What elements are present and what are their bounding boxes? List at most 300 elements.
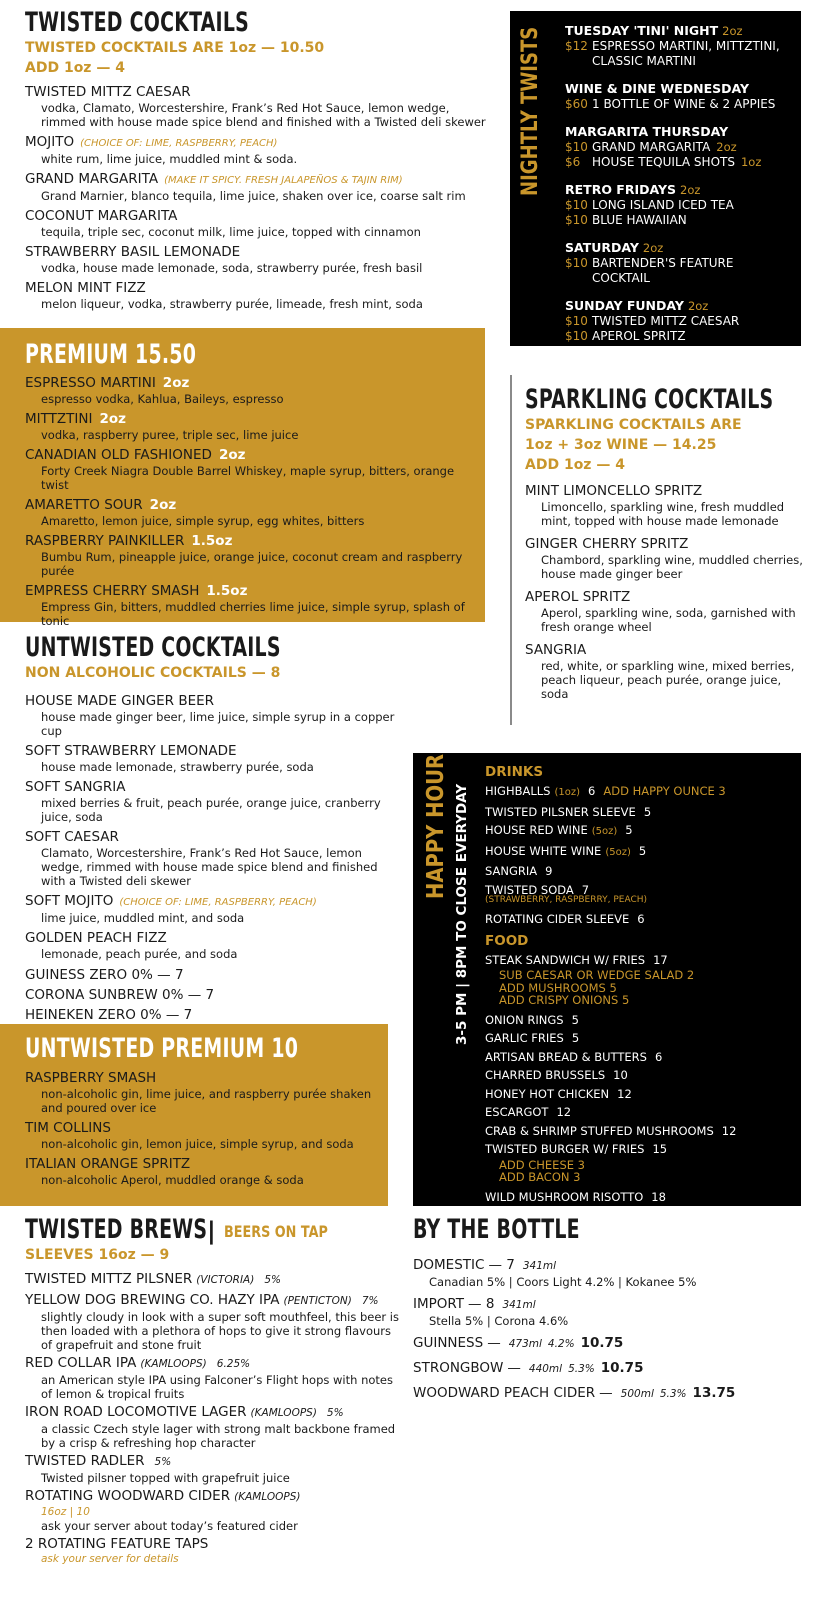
food-price: 10	[613, 1068, 628, 1082]
drink-price: 5	[643, 804, 652, 819]
drink-price: 7	[581, 882, 590, 897]
item-title: SANGRIA	[525, 642, 587, 658]
bottle-row	[413, 1296, 808, 1314]
item-name	[25, 829, 395, 846]
nightly-day	[565, 298, 795, 344]
drink-size: (5oz)	[591, 826, 618, 837]
item-name	[25, 893, 395, 911]
drink-price: 6	[637, 912, 645, 926]
drink-row	[485, 862, 797, 881]
happy-hour-food	[485, 1140, 797, 1184]
food-add-on: ADD BACON 3	[499, 1170, 581, 1184]
nightly-offer-name: APEROL SPRITZ	[592, 329, 686, 343]
nightly-offer-price: $12	[565, 39, 588, 53]
item-name	[25, 533, 485, 550]
nightly-day-pour: 2oz	[687, 299, 709, 313]
food-name: ONION RINGS	[485, 1012, 564, 1027]
food-price: 12	[556, 1105, 572, 1119]
drink-row	[485, 910, 797, 929]
happy-hour-food	[485, 1188, 797, 1207]
menu-item	[25, 1488, 405, 1533]
item-title: ITALIAN ORANGE SPRITZ	[25, 1156, 191, 1172]
menu-item	[25, 743, 395, 774]
item-description: ask your server about today’s featured cider	[41, 1519, 298, 1533]
menu-item	[25, 244, 495, 275]
nightly-day-pour: 2oz	[680, 183, 701, 197]
item-name	[25, 411, 485, 428]
by-the-bottle-section	[413, 1215, 808, 1410]
food-add-on: ADD CRISPY ONIONS 5	[499, 993, 630, 1007]
sparkling-list	[525, 483, 805, 701]
drink-row	[485, 803, 797, 822]
nightly-offer	[565, 329, 795, 344]
untwisted-premium-list	[25, 1070, 388, 1187]
zero-alcohol-item: CORONA SUNBREW 0% — 7	[25, 987, 215, 1003]
item-pour-size: 2oz	[149, 497, 177, 513]
food-add-on: ADD CHEESE 3	[499, 1157, 585, 1172]
twisted-brews-section	[25, 1215, 405, 1566]
bottle-item	[413, 1335, 808, 1353]
item-abv: 7%	[361, 1295, 379, 1307]
food-row	[485, 1188, 797, 1207]
bottle-abv: 4.2%	[547, 1338, 575, 1350]
menu-item	[25, 447, 485, 492]
item-title: GOLDEN PEACH FIZZ	[25, 930, 167, 946]
item-description: vodka, raspberry puree, triple sec, lime juice	[41, 428, 299, 442]
item-description: lime juice, muddled mint, and soda	[41, 911, 245, 925]
twisted-cocktails-title: TWISTED COCKTAILS	[25, 7, 250, 38]
happy-hour-food	[485, 1085, 797, 1104]
nightly-day	[565, 240, 795, 286]
item-description: Limoncello, sparkling wine, fresh muddled mint, topped with house made lemonade	[541, 500, 785, 528]
nightly-day	[565, 182, 795, 228]
drink-price: 5	[625, 823, 633, 837]
item-origin: (VICTORIA)	[196, 1274, 255, 1286]
brews-list	[25, 1271, 405, 1566]
menu-item	[25, 1292, 405, 1352]
food-row	[485, 1103, 797, 1122]
menu-item	[525, 589, 805, 634]
nightly-day-pour: 2oz	[722, 24, 743, 38]
bottle-row	[413, 1360, 808, 1378]
item-title: APEROL SPRITZ	[525, 589, 631, 605]
menu-item	[25, 1404, 405, 1450]
food-row	[485, 951, 797, 970]
item-name	[25, 244, 495, 261]
item-title: GRAND MARGARITA	[25, 171, 159, 187]
item-title: IRON ROAD LOCOMOTIVE LAGER	[25, 1404, 247, 1420]
nightly-day-name: WINE & DINE WEDNESDAY	[565, 81, 750, 96]
item-title: GINGER CHERRY SPRITZ	[525, 536, 689, 552]
item-name	[25, 1292, 405, 1310]
food-price: 17	[653, 952, 668, 967]
food-add-on: ADD MUSHROOMS 5	[499, 980, 617, 995]
untwisted-premium-title: UNTWISTED PREMIUM 10	[25, 1033, 299, 1064]
drink-name: ROTATING CIDER SLEEVE	[485, 912, 630, 926]
item-title: TWISTED RADLER	[25, 1453, 145, 1469]
item-name	[25, 779, 395, 796]
nightly-day-title	[565, 240, 795, 256]
item-description: red, white, or sparkling wine, mixed berries, peach liqueur, peach purée, orange juice, soda	[541, 659, 795, 701]
nightly-day-title	[565, 124, 795, 140]
item-description: mixed berries & fruit, peach purée, orange juice, cranberry juice, soda	[41, 796, 381, 824]
bottle-dash: —	[599, 1385, 613, 1401]
happy-hour-drinks-list	[485, 782, 797, 929]
nightly-day	[565, 124, 795, 170]
item-name	[25, 171, 495, 189]
menu-item	[25, 411, 485, 442]
item-name	[25, 693, 395, 710]
happy-hour-panel	[413, 753, 801, 1206]
food-name: CHARRED BRUSSELS	[485, 1068, 606, 1082]
item-pour-size: 1.5oz	[206, 583, 248, 599]
item-description: Amaretto, lemon juice, simple syrup, egg whites, bitters	[41, 514, 365, 528]
happy-hour-food	[485, 1103, 797, 1122]
untwisted-cocktails-section	[25, 633, 395, 1025]
nightly-day-name: TUESDAY 'TINI' NIGHT	[565, 23, 719, 38]
item-description: vodka, Clamato, Worcestershire, Frank’s Red Hot Sauce, lemon wedge, rimmed with house made spice blend and finished with a Twisted deli skewer	[41, 101, 486, 129]
beers-on-tap-label: BEERS ON TAP	[224, 1222, 328, 1241]
item-description: tequila, triple sec, coconut milk, lime juice, topped with cinnamon	[41, 225, 421, 239]
item-title: RASPBERRY PAINKILLER	[25, 533, 185, 549]
nightly-offer-name: GRAND MARGARITA	[592, 140, 711, 154]
food-name: ESCARGOT	[485, 1105, 549, 1119]
menu-item	[25, 1156, 388, 1187]
happy-hour-content	[485, 762, 797, 1206]
food-row	[485, 1066, 797, 1085]
nightly-offer-pour: 1oz	[740, 155, 762, 169]
happy-hour-drink	[485, 862, 797, 881]
item-description: non-alcoholic gin, lime juice, and raspberry purée shaken and poured over ice	[41, 1087, 372, 1115]
item-title: TWISTED MITTZ CAESAR	[25, 84, 191, 100]
sparkling-cocktails-title: SPARKLING COCKTAILS	[525, 384, 774, 415]
nightly-offer-name: TWISTED MITTZ CAESAR	[592, 314, 740, 328]
nightly-offer-text	[592, 314, 795, 329]
menu-item	[25, 208, 495, 239]
bottle-brands: Stella 5% | Corona 4.6%	[429, 1314, 569, 1328]
untwisted-premium-section	[0, 1024, 388, 1206]
nightly-offer-name: HOUSE TEQUILA SHOTS	[592, 155, 735, 169]
menu-item	[25, 1453, 405, 1485]
menu-item	[25, 497, 485, 528]
drink-row	[485, 842, 797, 863]
food-price: 12	[617, 1086, 632, 1101]
drink-note: (STRAWBERRY, RASPBERRY, PEACH)	[485, 895, 648, 905]
bottle-brands: Canadian 5% | Coors Light 4.2% | Kokanee 5%	[429, 1275, 697, 1289]
item-name	[25, 1271, 405, 1289]
item-name	[25, 280, 495, 297]
menu-item	[25, 1355, 405, 1401]
drink-name: HOUSE WHITE WINE	[485, 843, 602, 858]
nightly-day-title	[565, 182, 795, 198]
item-option-note: (MAKE IT SPICY. FRESH JALAPEÑOS & TAJIN RIM)	[164, 175, 403, 186]
item-abv: 5%	[326, 1407, 344, 1419]
food-name: HONEY HOT CHICKEN	[485, 1086, 610, 1101]
food-row	[485, 1122, 797, 1141]
food-row	[485, 1048, 797, 1067]
sparkling-cocktails-section	[525, 385, 805, 709]
item-name	[25, 375, 485, 392]
item-title: ESPRESSO MARTINI	[25, 375, 156, 391]
food-price: 5	[571, 1012, 579, 1027]
happy-hour-drink	[485, 782, 797, 803]
menu-item	[25, 779, 395, 824]
item-extra: ask your server for details	[41, 1553, 179, 1565]
item-title: RASPBERRY SMASH	[25, 1070, 157, 1086]
drink-name: SANGRIA	[485, 864, 538, 878]
drink-extra: ADD HAPPY OUNCE 3	[603, 784, 726, 798]
item-name	[25, 583, 485, 600]
nightly-day-name: RETRO FRIDAYS	[565, 182, 677, 197]
food-row	[485, 1029, 797, 1048]
item-title: SOFT MOJITO	[25, 893, 114, 909]
happy-hour-food	[485, 1066, 797, 1085]
menu-item	[25, 829, 395, 888]
nightly-offer-text	[592, 155, 795, 170]
food-price: 15	[652, 1142, 668, 1156]
food-price: 18	[651, 1189, 666, 1204]
nightly-offer-price: $60	[565, 97, 588, 111]
bottle-abv: 5.3%	[659, 1388, 687, 1400]
food-name: CRAB & SHRIMP STUFFED MUSHROOMS	[485, 1123, 714, 1138]
twisted-brews-title: TWISTED BREWS	[25, 1214, 208, 1245]
food-add-on: SUB CAESAR OR WEDGE SALAD 2	[499, 968, 695, 982]
item-name	[25, 1404, 405, 1422]
item-name	[25, 743, 395, 760]
untwisted-cocktails-title: UNTWISTED COCKTAILS	[25, 632, 281, 663]
item-name	[25, 134, 495, 152]
food-price: 6	[654, 1049, 663, 1064]
item-title: SOFT STRAWBERRY LEMONADE	[25, 743, 237, 759]
item-title: ROTATING WOODWARD CIDER	[25, 1488, 231, 1504]
food-heading: FOOD	[485, 932, 529, 949]
item-abv: 5%	[264, 1274, 281, 1286]
nightly-offer-name: BARTENDER'S FEATURE COCKTAIL	[592, 256, 734, 285]
menu-item	[525, 536, 805, 581]
item-origin: (KAMLOOPS)	[234, 1491, 301, 1503]
item-name	[25, 208, 495, 225]
item-description: Clamato, Worcestershire, Frank’s Red Hot Sauce, lemon wedge, rimmed with house made spice blend and finished with a Twisted deli skewer	[41, 846, 378, 888]
untwisted-cocktails-list	[25, 693, 395, 961]
nightly-offer-price: $10	[565, 213, 588, 227]
drinks-heading: DRINKS	[485, 764, 544, 780]
nightly-day-name: SATURDAY	[565, 240, 639, 255]
drink-price: 9	[545, 864, 553, 878]
premium-title: PREMIUM 15.50	[25, 339, 197, 370]
sparkling-sub-3: ADD 1oz — 4	[525, 457, 625, 473]
item-pour-size: 2oz	[99, 411, 126, 427]
item-origin: (KAMLOOPS)	[250, 1407, 317, 1419]
item-description: a classic Czech style lager with strong malt backbone framed by a crisp & refreshing hop character	[41, 1422, 396, 1450]
nightly-offer	[565, 140, 795, 155]
bottle-item	[413, 1296, 808, 1328]
item-description: slightly cloudy in look with a super soft mouthfeel, this beer is then loaded with a plethora of hops to give it strong flavours of grapefruit and stone fruit	[41, 1310, 399, 1352]
item-title: TWISTED MITTZ PILSNER	[25, 1271, 193, 1287]
menu-item	[25, 1070, 388, 1115]
item-description: house made ginger beer, lime juice, simple syrup in a copper cup	[41, 710, 395, 738]
nightly-offer-price: $10	[565, 140, 588, 154]
happy-hour-times: 3-5 PM | 8PM TO CLOSE EVERYDAY	[454, 783, 470, 1045]
item-pour-size: 2oz	[162, 375, 190, 391]
item-name	[25, 84, 495, 101]
item-title: MINT LIMONCELLO SPRITZ	[525, 483, 703, 499]
nightly-offer-text	[592, 97, 795, 112]
item-title: EMPRESS CHERRY SMASH	[25, 583, 200, 599]
nightly-offer-text	[592, 329, 795, 344]
item-name	[25, 1453, 405, 1471]
nightly-day-name: SUNDAY FUNDAY	[565, 298, 684, 313]
bottle-row	[413, 1335, 808, 1353]
bottle-item	[413, 1257, 808, 1289]
untwisted-cocktails-price: NON ALCOHOLIC COCKTAILS — 8	[25, 665, 281, 681]
bottle-name: DOMESTIC	[413, 1257, 485, 1273]
bottle-size: 440ml	[528, 1363, 563, 1375]
item-name	[25, 1355, 405, 1373]
item-description: Forty Creek Niagra Double Barrel Whiskey, maple syrup, bitters, orange twist	[41, 464, 455, 492]
item-title: YELLOW DOG BREWING CO. HAZY IPA	[25, 1292, 280, 1308]
drink-row	[485, 782, 797, 803]
nightly-twists-vertical-title: NIGHTLY TWISTS	[518, 26, 543, 196]
food-row	[485, 1011, 797, 1030]
nightly-offer-name: 1 BOTTLE OF WINE & 2 APPIES	[592, 97, 776, 111]
nightly-day	[565, 81, 795, 112]
item-origin: (KAMLOOPS)	[140, 1358, 207, 1370]
item-title: 2 ROTATING FEATURE TAPS	[25, 1536, 209, 1552]
sparkling-sub-1: SPARKLING COCKTAILS ARE	[525, 417, 742, 433]
item-description: Empress Gin, bitters, muddled cherries lime juice, simple syrup, splash of tonic	[41, 600, 465, 628]
item-description: non-alcoholic gin, lemon juice, simple syrup, and soda	[41, 1137, 354, 1151]
bottle-size: 473ml	[508, 1338, 542, 1350]
item-title: CANADIAN OLD FASHIONED	[25, 447, 212, 463]
nightly-offer	[565, 97, 795, 112]
nightly-day-title	[565, 81, 795, 97]
item-title: TIM COLLINS	[25, 1120, 111, 1136]
nightly-offer-price: $10	[565, 329, 588, 343]
menu-item	[25, 84, 495, 129]
item-description: non-alcoholic Aperol, muddled orange & soda	[41, 1173, 304, 1187]
item-name	[25, 930, 395, 947]
nightly-offer-price: $10	[565, 256, 588, 270]
twisted-cocktails-price: TWISTED COCKTAILS ARE 1oz — 10.50	[25, 40, 325, 56]
happy-hour-vertical-title: HAPPY HOUR	[423, 753, 449, 899]
bottle-name: GUINNESS	[413, 1335, 484, 1351]
menu-item	[25, 583, 485, 628]
sparkling-sub-2: 1oz + 3oz WINE — 14.25	[525, 437, 717, 453]
drink-price: 6	[588, 784, 596, 798]
food-row	[485, 1140, 797, 1159]
item-title: MELON MINT FIZZ	[25, 280, 146, 296]
bottle-name: STRONGBOW	[413, 1360, 504, 1376]
bottle-abv: 5.3%	[568, 1363, 595, 1375]
bottle-item	[413, 1385, 808, 1403]
item-option-note: (CHOICE OF: LIME, RASPBERRY, PEACH)	[119, 897, 317, 908]
food-row	[485, 1085, 797, 1104]
nightly-day-title	[565, 298, 795, 314]
happy-hour-food	[485, 1048, 797, 1067]
food-price: 5	[571, 1031, 580, 1045]
menu-item	[525, 642, 805, 701]
bottle-price: 13.75	[692, 1385, 736, 1401]
item-description: vodka, house made lemonade, soda, strawberry purée, fresh basil	[41, 261, 423, 275]
drink-row	[485, 821, 797, 842]
item-description: house made lemonade, strawberry purée, soda	[41, 760, 314, 774]
item-title: HOUSE MADE GINGER BEER	[25, 693, 215, 709]
nightly-offer	[565, 314, 795, 329]
zero-alcohol-item: HEINEKEN ZERO 0% — 7	[25, 1007, 193, 1023]
item-title: SOFT CAESAR	[25, 829, 119, 845]
happy-hour-drink	[485, 821, 797, 842]
food-name: STEAK SANDWICH W/ FRIES	[485, 952, 646, 967]
happy-hour-drink	[485, 881, 797, 907]
menu-item	[25, 533, 485, 578]
item-description: lemonade, peach purée, and soda	[41, 947, 238, 961]
nightly-offer	[565, 155, 795, 170]
item-option-note: (CHOICE OF: LIME, RASPBERRY, PEACH)	[80, 138, 278, 149]
twisted-cocktails-add: ADD 1oz — 4	[25, 60, 125, 76]
item-abv: 6.25%	[216, 1358, 251, 1370]
happy-hour-food	[485, 1122, 797, 1141]
nightly-day-title	[565, 23, 795, 39]
drink-name: TWISTED PILSNER SLEEVE	[485, 804, 636, 819]
nightly-days-list	[565, 23, 795, 356]
nightly-offer-name: BLUE HAWAIIAN	[592, 213, 687, 227]
bottle-dash: — 8	[468, 1296, 495, 1312]
zero-alcohol-list	[25, 965, 395, 1025]
nightly-offer	[565, 213, 795, 228]
menu-item	[25, 893, 395, 925]
item-pour-size: 1.5oz	[191, 533, 233, 549]
drink-size: (1oz)	[554, 787, 581, 798]
item-title: STRAWBERRY BASIL LEMONADE	[25, 244, 241, 260]
bottle-dash: — 7	[488, 1257, 515, 1273]
nightly-day-name: MARGARITA THURSDAY	[565, 124, 729, 139]
happy-hour-drink	[485, 803, 797, 822]
item-title: RED COLLAR IPA	[25, 1355, 137, 1371]
happy-hour-food	[485, 951, 797, 1007]
happy-hour-food	[485, 1011, 797, 1030]
happy-hour-food	[485, 1029, 797, 1048]
premium-list	[25, 375, 485, 628]
bottle-price: 10.75	[600, 1360, 644, 1376]
nightly-offer	[565, 198, 795, 213]
item-description: espresso vodka, Kahlua, Baileys, espresso	[41, 392, 284, 406]
nightly-offer-text	[592, 39, 795, 69]
nightly-offer-price: $10	[565, 198, 588, 212]
menu-item	[25, 134, 495, 166]
menu-item	[25, 171, 495, 203]
brews-sleeve-price: SLEEVES 16oz — 9	[25, 1247, 170, 1263]
menu-item	[25, 1271, 405, 1289]
nightly-twists-panel	[510, 11, 801, 346]
drink-name: HOUSE RED WINE	[485, 823, 588, 837]
happy-hour-drink	[485, 910, 797, 929]
nightly-offer-name: ESPRESSO MARTINI, MITTZTINI, CLASSIC MARTINI	[592, 39, 780, 68]
item-title: MITTZTINI	[25, 411, 93, 427]
item-abv: 5%	[154, 1456, 172, 1468]
food-name: ARTISAN BREAD & BUTTERS	[485, 1049, 647, 1064]
food-name: WILD MUSHROOM RISOTTO	[485, 1189, 644, 1204]
drink-size: (5oz)	[605, 846, 631, 858]
twisted-cocktails-list	[25, 84, 495, 311]
item-description: Aperol, sparkling wine, soda, garnished with fresh orange wheel	[541, 606, 796, 634]
drink-name: TWISTED SODA	[485, 882, 574, 897]
happy-hour-drink	[485, 842, 797, 863]
item-title: MOJITO	[25, 134, 75, 150]
twisted-cocktails-section	[25, 8, 495, 311]
item-title: AMARETTO SOUR	[25, 497, 143, 513]
item-description: Bumbu Rum, pineapple juice, orange juice, coconut cream and raspberry purée	[41, 550, 463, 578]
item-name	[25, 497, 485, 514]
